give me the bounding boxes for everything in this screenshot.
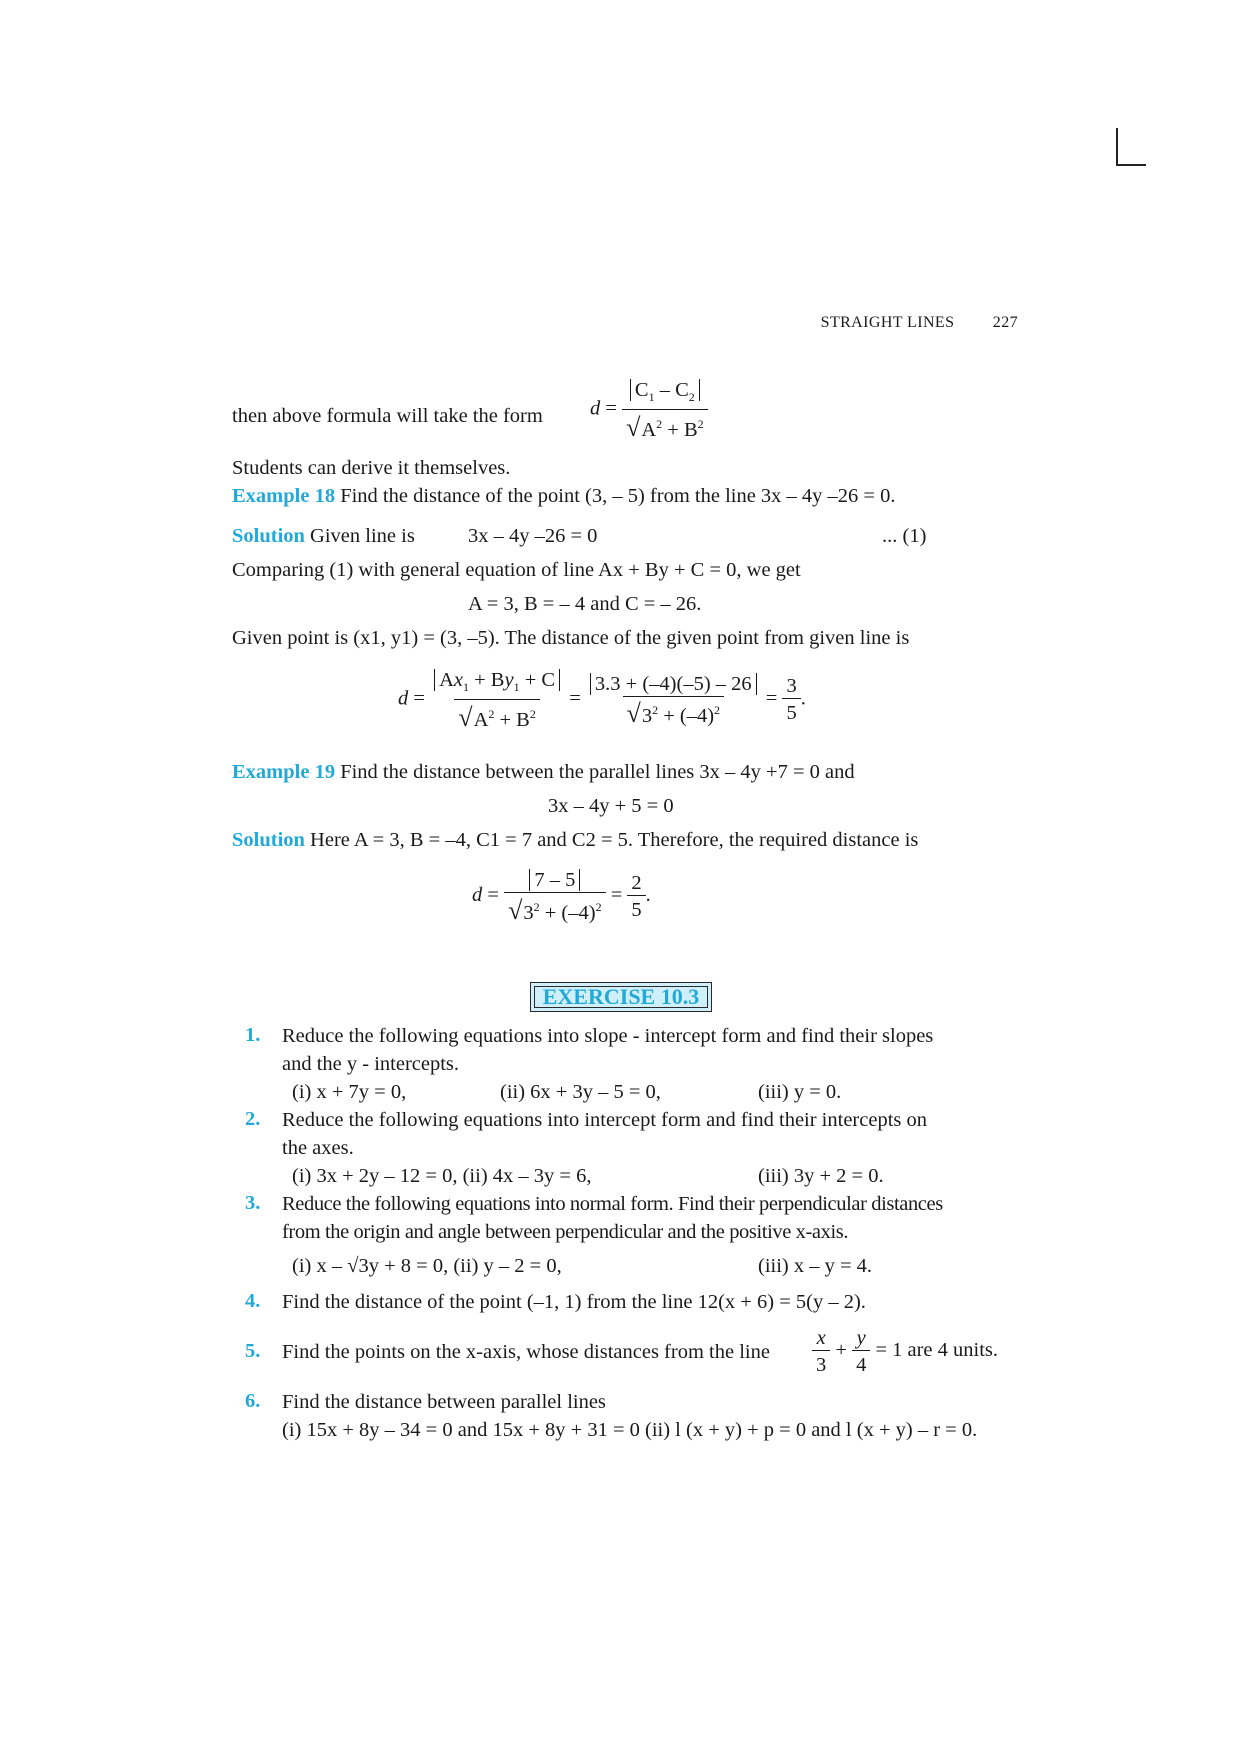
example-19-calculation: d = 7 – 5 √ $3^2 + (-4)^2$ = $\frac{2}{5}$ . [472,868,651,925]
question-6: Find the distance between parallel lines (i) 15x + 8y – 34 = 0 and 15x + 8y + 31 = 0 (ii) l (x + y) + p = 0 and l (x + y) – r = 0. [282,1391,978,1441]
solution-label: Solution [232,525,305,547]
question-part: (iii) 3y + 2 = 0. [758,1165,884,1187]
solution-text: Here A = 3, B = –4, C1 = 7 and C2 = 5. Therefore, the required distance is [310,829,919,851]
example-18-statement [232,484,896,508]
coefficients: A = 3, B = – 4 and C = – 26. [468,593,702,615]
question-5: Find the points on the x-axis, whose distances from the line [282,1341,770,1363]
example-18-calculation: d = $Ax_1 + By_1 + C$ √ $A^2 + B^2$ = 3.3 + (–4)(–5) – 26 √ $3^2 + (-4)^2$ = $\frac{3}{5}$ . [398,668,806,732]
formula-fraction: $C_1 - C_2$ √ $A^2 + B^2$ [622,378,708,442]
line-equation: 3x – 4y –26 = 0 [468,525,598,547]
page-number: 227 [992,314,1018,331]
solution-text: Given line is [310,525,415,547]
question-part: (i) 3x + 2y – 12 = 0, (ii) 4x – 3y = 6, [292,1165,592,1187]
question-number: 1. [245,1024,261,1046]
crop-mark [1116,164,1146,166]
example-label: Example 19 [232,761,336,783]
running-header [0,314,1018,332]
solution-label: Solution [232,829,305,851]
second-line-equation: 3x – 4y + 5 = 0 [548,795,674,817]
question-number: 4. [245,1290,261,1312]
question-4: Find the distance of the point (–1, 1) from the line 12(x + 6) = 5(y – 2). [282,1291,866,1313]
question-number: 3. [245,1192,261,1214]
question-part: (iii) x – y = 4. [758,1255,873,1277]
answer-fraction: $\frac{3}{5}$ [782,674,800,725]
formula-intro: then above formula will take the form [232,405,543,427]
distance-formula: d = $C_1 - C_2$ √ $A^2 + B^2$ [590,378,708,442]
intercept-fraction-expression: $\frac{x}{3}$ + $\frac{y}{4}$ = 1 are 4 units. [812,1326,998,1377]
question-part: (i) x + 7y = 0, [292,1081,407,1103]
solution-19 [232,828,918,852]
question-part: (i) x – √3y + 8 = 0, (ii) y – 2 = 0, [292,1255,562,1277]
question-number: 6. [245,1390,261,1412]
example-text: Find the distance between the parallel lines 3x – 4y +7 = 0 and [340,761,855,783]
example-label: Example 18 [232,485,336,507]
derive-note: Students can derive it themselves. [232,457,511,479]
question-2: Reduce the following equations into intercept form and find their intercepts on the axes. [282,1109,927,1159]
comparing-text: Comparing (1) with general equation of line Ax + By + C = 0, we get [232,559,801,581]
equation-ref: ... (1) [882,525,927,547]
running-title: STRAIGHT LINES [820,314,955,331]
crop-mark [1116,128,1118,164]
question-3: Reduce the following equations into normal form. Find their perpendicular distances from the origin and angle between perpendicular and the positive x-axis. [282,1193,943,1243]
exercise-title: EXERCISE 10.3 [530,982,712,1012]
example-19-statement [232,760,855,784]
example-text: Find the distance of the point (3, – 5) from the line 3x – 4y –26 = 0. [340,485,896,507]
question-part: (iii) y = 0. [758,1081,842,1103]
question-1: Reduce the following equations into slope - intercept form and find their slopes and the y - intercepts. [282,1025,934,1075]
given-point-text: Given point is (x1, y1) = (3, –5). The distance of the given point from given line is [232,627,910,649]
question-number: 2. [245,1108,261,1130]
answer-fraction: $\frac{2}{5}$ [627,871,645,922]
solution-18 [232,524,415,548]
question-number: 5. [245,1340,261,1362]
question-part: (ii) 6x + 3y – 5 = 0, [500,1081,661,1103]
